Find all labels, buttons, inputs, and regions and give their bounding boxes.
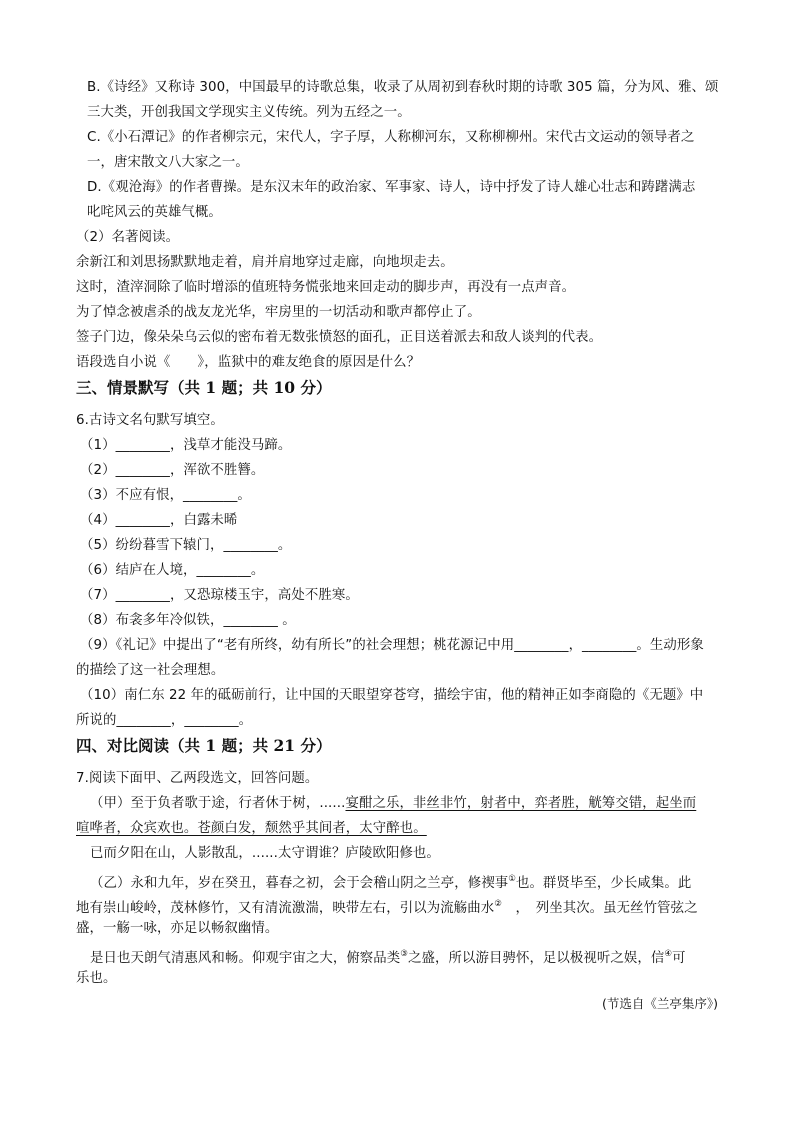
fill-item-10-line2: 所说的________，________。 bbox=[76, 713, 253, 728]
excerpt-line-2: 这时，渣滓洞除了临时增添的值班特务慌张地来回走动的脚步声，再没有一点声音。 bbox=[76, 280, 576, 295]
passage-jia-line2 bbox=[76, 820, 427, 838]
fill-item-1: （1）________，浅草才能没马蹄。 bbox=[80, 438, 292, 453]
option-c-line2: 一，唐宋散文八大家之一。 bbox=[87, 155, 249, 170]
fill-item-3: （3）不应有恨，________。 bbox=[80, 488, 251, 503]
section-4-heading: 四、对比阅读（共 1 题；共 21 分） bbox=[76, 736, 332, 755]
option-d-line1: D.《观沧海》的作者曹操。是东汉末年的政治家、军事家、诗人，诗中抒发了诗人雄心壮志和踌躇满志 bbox=[87, 180, 696, 195]
passage-yi-text: 可 bbox=[672, 951, 686, 966]
option-b-line2: 三大类，开创我国文学现实主义传统。列为五经之一。 bbox=[87, 105, 411, 120]
question-7-title: 7.阅读下面甲、乙两段选文，回答问题。 bbox=[76, 771, 319, 786]
fill-item-8: （8）布衾多年冷似铁，________ 。 bbox=[80, 613, 296, 628]
passage-jia-line3: 已而夕阳在山，人影散乱，......太守谓谁？庐陵欧阳修也。 bbox=[90, 846, 440, 861]
passage-yi-text: ， 列坐其次。虽无丝竹管弦之 bbox=[501, 901, 698, 916]
passage-yi-line4 bbox=[90, 945, 686, 968]
passage-yi-line5: 乐也。 bbox=[76, 971, 117, 986]
excerpt-line-1: 余新江和刘思扬默默地走着，肩并肩地穿过走廊，向地坝走去。 bbox=[76, 255, 454, 270]
footnote-marker-1: ① bbox=[508, 874, 516, 884]
footnote-marker-2: ② bbox=[494, 899, 502, 909]
question-6-title: 6.古诗文名句默写填空。 bbox=[76, 413, 224, 428]
fill-item-9-line2: 的描绘了这一社会理想。 bbox=[76, 663, 225, 678]
passage-yi-text: （乙）永和九年，岁在癸丑，暮春之初，会于会稽山阴之兰亭，修禊事 bbox=[90, 876, 509, 891]
section-3-heading: 三、情景默写（共 1 题；共 10 分） bbox=[76, 378, 332, 397]
fill-item-9-line1: （9）《礼记》中提出了“老有所终，幼有所长”的社会理想；桃花源记中用________，________。生动形象 bbox=[80, 638, 704, 653]
fill-item-5: （5）纷纷暮雪下辕门，________。 bbox=[80, 538, 292, 553]
footnote-marker-3: ③ bbox=[400, 949, 409, 959]
fill-item-6: （6）结庐在人境，________。 bbox=[80, 563, 265, 578]
passage-yi-text: 是日也天朗气清惠风和畅。仰观宇宙之大，俯察品类 bbox=[90, 951, 401, 966]
passage-source: (节选自《兰亭集序》) bbox=[601, 996, 718, 1011]
fill-item-4: （4）________，白露未晞 bbox=[80, 513, 238, 528]
passage-jia-underlined-2: 喧哗者，众宾欢也。苍颜白发，颓然乎其间者，太守醉也。 bbox=[76, 821, 427, 836]
passage-jia-line1 bbox=[90, 795, 696, 813]
passage-jia-plain: （甲）至于负者歌于途，行者休于树，...... bbox=[90, 796, 346, 811]
passage-yi-text: 地有崇山峻岭，茂林修竹，又有清流激湍，映带左右，引以为流觞曲水 bbox=[76, 901, 495, 916]
option-c-line1: C.《小石潭记》的作者柳宗元，宋代人，字子厚，人称柳河东，又称柳柳州。宋代古文运动的领导者之 bbox=[87, 130, 695, 145]
passage-yi-text: 也。群贤毕至，少长咸集。此 bbox=[515, 876, 692, 891]
excerpt-line-3: 为了悼念被虐杀的战友龙光华，牢房里的一切活动和歌声都停止了。 bbox=[76, 305, 481, 320]
option-b-line1: B.《诗经》又称诗 300，中国最早的诗歌总集，收录了从周初到春秋时期的诗歌 305 篇，分为风、雅、颂 bbox=[87, 80, 719, 95]
excerpt-question: 语段选自小说《 》，监狱中的难友绝食的原因是什么？ bbox=[76, 355, 421, 370]
fill-item-7: （7）________，又恐琼楼玉宇，高处不胜寒。 bbox=[80, 588, 359, 603]
option-d-line2: 叱咤风云的英雄气概。 bbox=[87, 205, 222, 220]
passage-yi-line3: 盛，一觞一咏，亦足以畅叙幽情。 bbox=[76, 921, 279, 936]
passage-yi-text: 之盛，所以游目骋怀，足以极视听之娱，信 bbox=[408, 951, 665, 966]
sub-question-2-label: （2）名著阅读。 bbox=[76, 230, 180, 245]
footnote-marker-4: ④ bbox=[664, 949, 673, 959]
passage-yi-line1 bbox=[90, 870, 691, 893]
fill-item-2: （2）________，浑欲不胜簪。 bbox=[80, 463, 265, 478]
passage-yi-line2 bbox=[76, 895, 698, 918]
fill-item-10-line1: （10）南仁东 22 年的砥砺前行，让中国的天眼望穿苍穹，描绘宇宙，他的精神正如李商隐的《无题》中 bbox=[80, 688, 704, 703]
excerpt-line-4: 签子门边，像朵朵乌云似的密布着无数张愤怒的面孔，正目送着派去和敌人谈判的代表。 bbox=[76, 330, 603, 345]
passage-jia-underlined-1: 宴酣之乐，非丝非竹，射者中，弈者胜，觥筹交错，起坐而 bbox=[345, 796, 697, 811]
